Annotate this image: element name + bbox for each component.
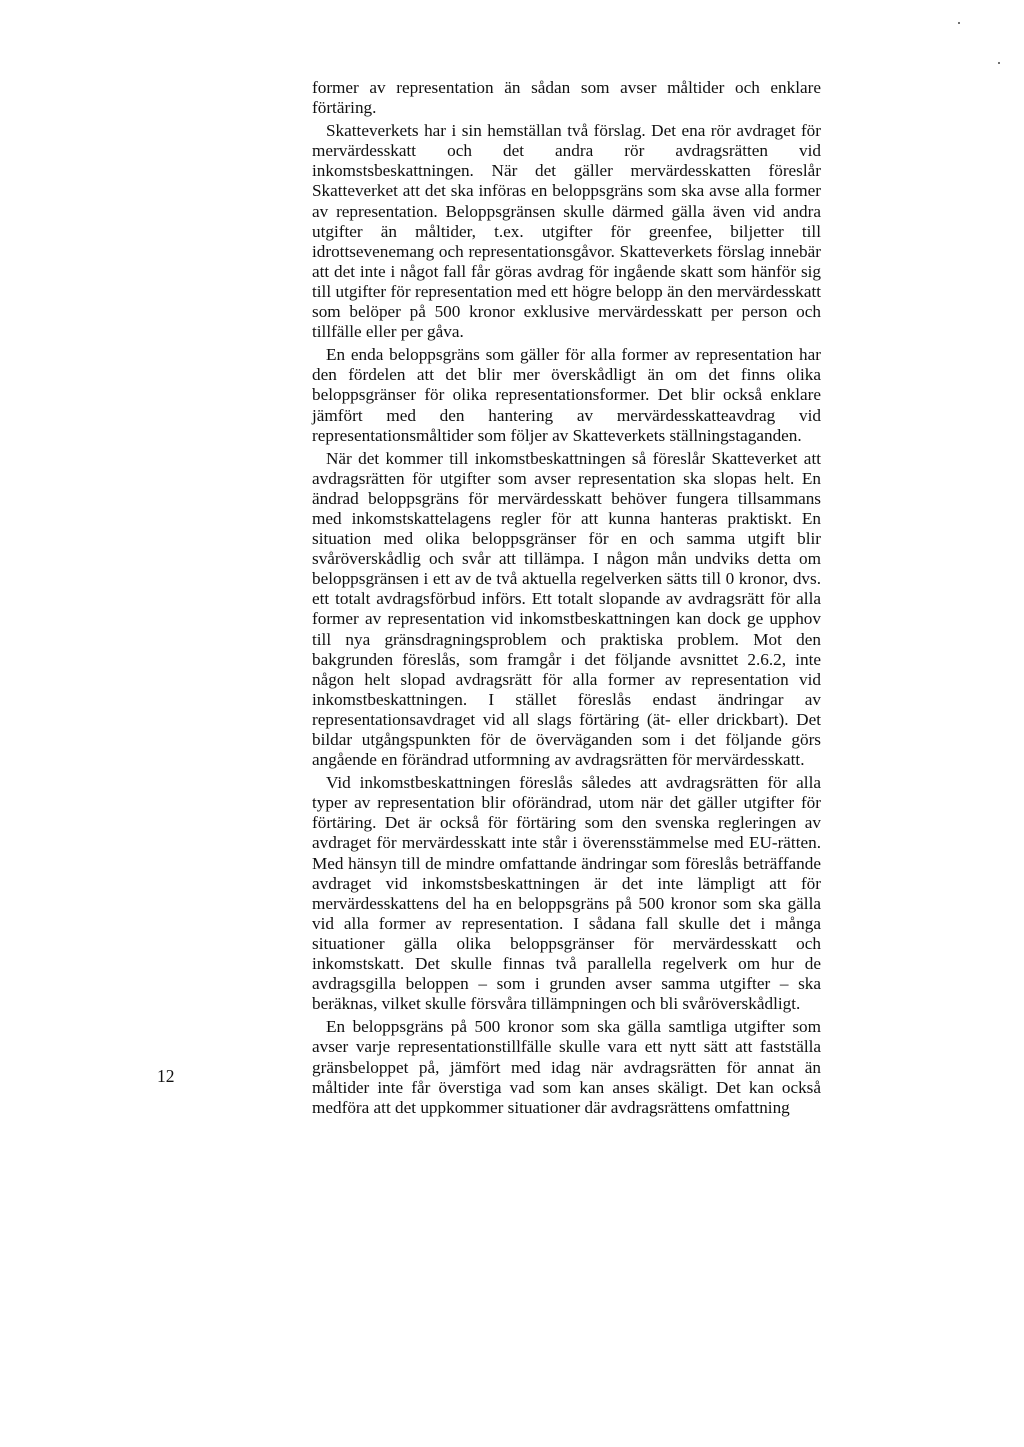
paragraph: En beloppsgräns på 500 kronor som ska gälla samtliga utgifter som avser varje representationstillfälle skulle vara ett nytt sätt att fastställa gränsbeloppet på, jämfört med idag när avdragsrätten för annat än måltider inte får överstiga vad som kan anses skäligt. Det kan också medföra att det uppkommer situationer där avdragsrättens omfattning [312,1017,821,1117]
paragraph: En enda beloppsgräns som gäller för alla former av representation har den fördelen att det blir mer överskådligt än om det finns olika beloppsgränser för olika representationsformer. Det blir också enklare jämfört med den hantering av mervärdesskatteavdrag vid representationsmåltider som följer av Skatteverkets ställningstaganden. [312,345,821,445]
paragraph: Skatteverkets har i sin hemställan två förslag. Det ena rör avdraget för mervärdesskatt och det andra rör avdragsrätten vid inkomstsbeskattningen. När det gäller mervärdesskatten föreslår Skatteverket att det ska införas en beloppsgräns som ska avse alla former av representation. Beloppsgränsen skulle därmed gälla även vid andra utgifter än måltider, t.ex. utgifter för greenfee, biljetter till idrottsevenemang och representationsgåvor. Skatteverkets förslag innebär att det inte i något fall får göras avdrag för ingående skatt som hänför sig till utgifter för representation med ett högre belopp än den mervärdesskatt som belöper på 500 kronor exklusive mervärdesskatt per person och tillfälle eller per gåva. [312,121,821,342]
paragraph: former av representation än sådan som avser måltider och enklare förtäring. [312,78,821,118]
body-text [312,78,821,1121]
page-number: 12 [157,1066,175,1086]
scan-speck [998,62,1000,64]
paragraph: När det kommer till inkomstbeskattningen så föreslår Skatteverket att avdragsrätten för utgifter som avser representation ska slopas helt. En ändrad beloppsgräns för mervärdesskatt behöver fungera tillsammans med inkomstskattelagens regler för att kunna hanteras praktiskt. En situation med olika beloppsgränser för en och samma utgift blir svåröverskådlig och svår att tillämpa. I någon mån undviks detta om beloppsgränsen i ett av de två aktuella regelverken sätts till 0 kronor, dvs. ett totalt avdragsförbud införs. Ett totalt slopande av avdragsrätt för alla former av representation vid inkomstbeskattningen kan dock ge upphov till nya gränsdragningsproblem och praktiska problem. Mot den bakgrunden föreslås, som framgår i det följande avsnittet 2.6.2, inte någon helt slopad avdragsrätt för alla former av representation vid inkomstbeskattningen. I stället föreslås endast ändringar av representationsavdraget vid all slags förtäring (ät- eller drickbart). Det bildar utgångspunkten för de överväganden som i det följande görs angående en förändrad utformning av avdragsrätten för mervärdesskatt. [312,448,821,770]
scan-speck [958,22,960,24]
paragraph: Vid inkomstbeskattningen föreslås således att avdragsrätten för alla typer av representation blir oförändrad, utom när det gäller utgifter för förtäring. Det är också för förtäring som den svenska regleringen av avdraget för mervärdesskatt inte står i överensstämmelse med EU-rätten. Med hänsyn till de mindre omfattande ändringar som föreslås beträffande avdraget vid inkomstsbeskattningen är det inte lämpligt att för mervärdesskattens del ha en beloppsgräns på 500 kronor som ska gälla vid alla former av representation. I sådana fall skulle det i många situationer gälla olika beloppsgränser för mervärdesskatt och inkomstskatt. Det skulle finnas två parallella regelverk om hur de avdragsgilla beloppen – som i grunden avser samma utgifter – ska beräknas, vilket skulle försvåra tillämpningen och bli svåröverskådligt. [312,773,821,1014]
